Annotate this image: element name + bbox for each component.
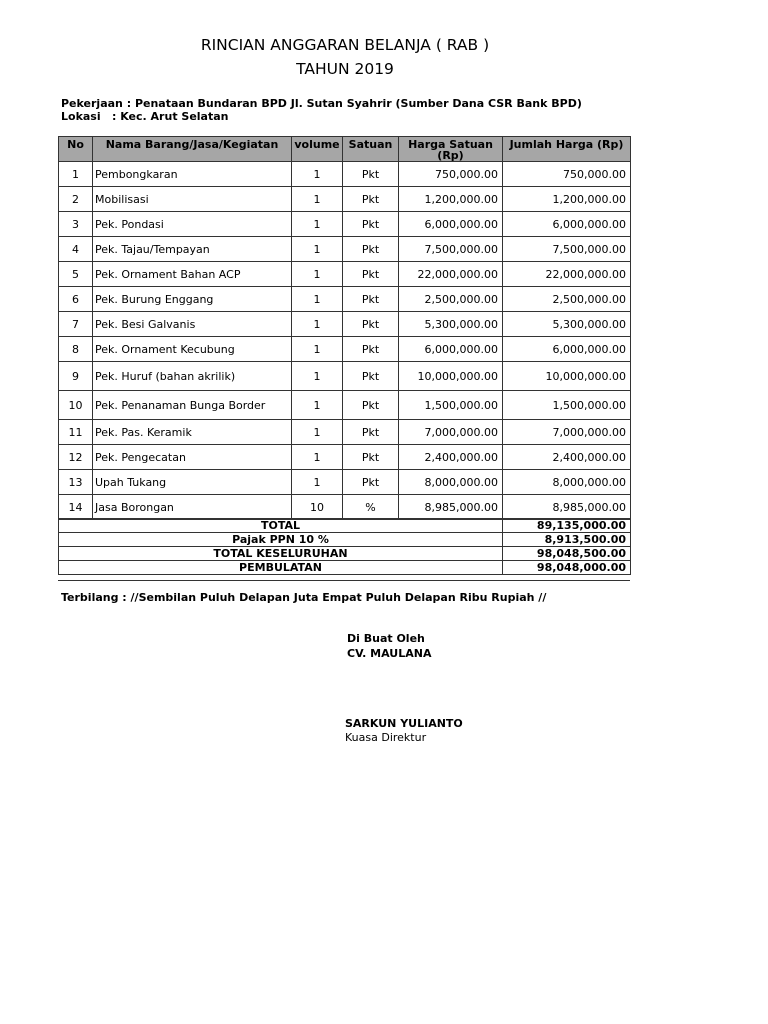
cell-nama: Pek. Ornament Bahan ACP xyxy=(93,262,292,287)
cell-no: 11 xyxy=(59,420,93,445)
signatory-name: SARKUN YULIANTO xyxy=(345,717,463,730)
col-header-satuan: Satuan xyxy=(343,137,399,162)
cell-harga: 7,000,000.00 xyxy=(399,420,503,445)
table-row xyxy=(59,337,631,362)
cell-jumlah: 6,000,000.00 xyxy=(503,337,631,362)
lokasi-value: : Kec. Arut Selatan xyxy=(112,110,229,123)
cell-jumlah: 8,000,000.00 xyxy=(503,470,631,495)
cell-no: 5 xyxy=(59,262,93,287)
cell-harga: 8,000,000.00 xyxy=(399,470,503,495)
cell-satuan: Pkt xyxy=(343,212,399,237)
cell-volume: 1 xyxy=(292,420,343,445)
table-row xyxy=(59,420,631,445)
cell-volume: 1 xyxy=(292,262,343,287)
summary-row-ppn xyxy=(59,533,631,547)
cell-satuan: Pkt xyxy=(343,391,399,420)
budget-table xyxy=(58,136,631,520)
table-row xyxy=(59,162,631,187)
made-by-label: Di Buat Oleh xyxy=(347,632,425,645)
ppn-label: Pajak PPN 10 % xyxy=(59,533,503,547)
lokasi-line xyxy=(61,110,229,123)
grand-total-label: TOTAL KESELURUHAN xyxy=(59,547,503,561)
cell-jumlah: 1,500,000.00 xyxy=(503,391,631,420)
total-label: TOTAL xyxy=(59,519,503,533)
cell-jumlah: 8,985,000.00 xyxy=(503,495,631,520)
cell-volume: 1 xyxy=(292,237,343,262)
cell-volume: 1 xyxy=(292,337,343,362)
cell-volume: 1 xyxy=(292,312,343,337)
cell-volume: 1 xyxy=(292,470,343,495)
cell-nama: Pek. Pas. Keramik xyxy=(93,420,292,445)
cell-nama: Jasa Borongan xyxy=(93,495,292,520)
cell-nama: Pembongkaran xyxy=(93,162,292,187)
cell-no: 13 xyxy=(59,470,93,495)
cell-jumlah: 750,000.00 xyxy=(503,162,631,187)
cell-harga: 2,400,000.00 xyxy=(399,445,503,470)
table-row xyxy=(59,495,631,520)
cell-satuan: Pkt xyxy=(343,362,399,391)
rounding-label: PEMBULATAN xyxy=(59,561,503,575)
cell-no: 14 xyxy=(59,495,93,520)
cell-jumlah: 5,300,000.00 xyxy=(503,312,631,337)
total-value: 89,135,000.00 xyxy=(503,519,631,533)
table-row xyxy=(59,362,631,391)
summary-row-total xyxy=(59,519,631,533)
cell-no: 7 xyxy=(59,312,93,337)
pekerjaan-value: Penataan Bundaran BPD Jl. Sutan Syahrir (Sumber Dana CSR Bank BPD) xyxy=(134,97,582,110)
cell-harga: 10,000,000.00 xyxy=(399,362,503,391)
cell-nama: Pek. Pengecatan xyxy=(93,445,292,470)
cell-harga: 1,200,000.00 xyxy=(399,187,503,212)
cell-volume: 1 xyxy=(292,212,343,237)
cell-no: 10 xyxy=(59,391,93,420)
cell-jumlah: 7,500,000.00 xyxy=(503,237,631,262)
cell-volume: 1 xyxy=(292,162,343,187)
grand-total-value: 98,048,500.00 xyxy=(503,547,631,561)
cell-satuan: Pkt xyxy=(343,420,399,445)
cell-satuan: Pkt xyxy=(343,470,399,495)
cell-nama: Mobilisasi xyxy=(93,187,292,212)
summary-row-grand-total xyxy=(59,547,631,561)
cell-harga: 6,000,000.00 xyxy=(399,337,503,362)
cell-volume: 1 xyxy=(292,362,343,391)
cell-no: 12 xyxy=(59,445,93,470)
table-row xyxy=(59,391,631,420)
table-row xyxy=(59,312,631,337)
terbilang-text: Terbilang : //Sembilan Puluh Delapan Juta Empat Puluh Delapan Ribu Rupiah // xyxy=(61,591,547,604)
cell-satuan: Pkt xyxy=(343,445,399,470)
cell-nama: Pek. Penanaman Bunga Border xyxy=(93,391,292,420)
cell-volume: 10 xyxy=(292,495,343,520)
cell-nama: Pek. Pondasi xyxy=(93,212,292,237)
col-header-no: No xyxy=(59,137,93,162)
table-row xyxy=(59,212,631,237)
col-header-jumlah: Jumlah Harga (Rp) xyxy=(503,137,631,162)
bottom-border-line xyxy=(58,580,630,581)
cell-no: 8 xyxy=(59,337,93,362)
cell-no: 6 xyxy=(59,287,93,312)
cell-jumlah: 6,000,000.00 xyxy=(503,212,631,237)
cell-no: 3 xyxy=(59,212,93,237)
cell-no: 1 xyxy=(59,162,93,187)
table-row xyxy=(59,187,631,212)
cell-jumlah: 22,000,000.00 xyxy=(503,262,631,287)
col-header-harga: Harga Satuan (Rp) xyxy=(399,137,503,162)
cell-jumlah: 10,000,000.00 xyxy=(503,362,631,391)
cell-satuan: Pkt xyxy=(343,287,399,312)
signatory-position: Kuasa Direktur xyxy=(345,731,427,744)
cell-jumlah: 1,200,000.00 xyxy=(503,187,631,212)
cell-volume: 1 xyxy=(292,391,343,420)
cell-volume: 1 xyxy=(292,445,343,470)
cell-harga: 22,000,000.00 xyxy=(399,262,503,287)
cell-satuan: Pkt xyxy=(343,162,399,187)
cell-satuan: Pkt xyxy=(343,237,399,262)
lokasi-label: Lokasi xyxy=(61,110,101,123)
cell-jumlah: 2,400,000.00 xyxy=(503,445,631,470)
table-header-row xyxy=(59,137,631,162)
cell-satuan: % xyxy=(343,495,399,520)
table-row xyxy=(59,262,631,287)
cell-satuan: Pkt xyxy=(343,337,399,362)
cell-harga: 2,500,000.00 xyxy=(399,287,503,312)
table-row xyxy=(59,470,631,495)
summary-row-rounding xyxy=(59,561,631,575)
cell-volume: 1 xyxy=(292,187,343,212)
cell-harga: 6,000,000.00 xyxy=(399,212,503,237)
cell-no: 4 xyxy=(59,237,93,262)
table-row xyxy=(59,445,631,470)
cell-satuan: Pkt xyxy=(343,187,399,212)
cell-jumlah: 7,000,000.00 xyxy=(503,420,631,445)
cell-harga: 5,300,000.00 xyxy=(399,312,503,337)
table-row xyxy=(59,237,631,262)
rounding-value: 98,048,000.00 xyxy=(503,561,631,575)
cell-volume: 1 xyxy=(292,287,343,312)
table-row xyxy=(59,287,631,312)
cell-nama: Upah Tukang xyxy=(93,470,292,495)
cell-no: 9 xyxy=(59,362,93,391)
document-year: TAHUN 2019 xyxy=(296,60,394,78)
cell-nama: Pek. Tajau/Tempayan xyxy=(93,237,292,262)
cell-nama: Pek. Burung Enggang xyxy=(93,287,292,312)
cell-satuan: Pkt xyxy=(343,262,399,287)
cell-nama: Pek. Besi Galvanis xyxy=(93,312,292,337)
document-title: RINCIAN ANGGARAN BELANJA ( RAB ) xyxy=(200,36,490,54)
cell-harga: 7,500,000.00 xyxy=(399,237,503,262)
col-header-volume: volume xyxy=(292,137,343,162)
cell-harga: 8,985,000.00 xyxy=(399,495,503,520)
cell-nama: Pek. Huruf (bahan akrilik) xyxy=(93,362,292,391)
ppn-value: 8,913,500.00 xyxy=(503,533,631,547)
col-header-nama: Nama Barang/Jasa/Kegiatan xyxy=(93,137,292,162)
cell-nama: Pek. Ornament Kecubung xyxy=(93,337,292,362)
cell-satuan: Pkt xyxy=(343,312,399,337)
cell-harga: 1,500,000.00 xyxy=(399,391,503,420)
pekerjaan-line xyxy=(61,97,582,110)
cell-harga: 750,000.00 xyxy=(399,162,503,187)
cell-jumlah: 2,500,000.00 xyxy=(503,287,631,312)
cell-no: 2 xyxy=(59,187,93,212)
summary-table xyxy=(58,518,631,575)
company-name: CV. MAULANA xyxy=(347,647,432,660)
pekerjaan-label: Pekerjaan : xyxy=(61,97,132,110)
